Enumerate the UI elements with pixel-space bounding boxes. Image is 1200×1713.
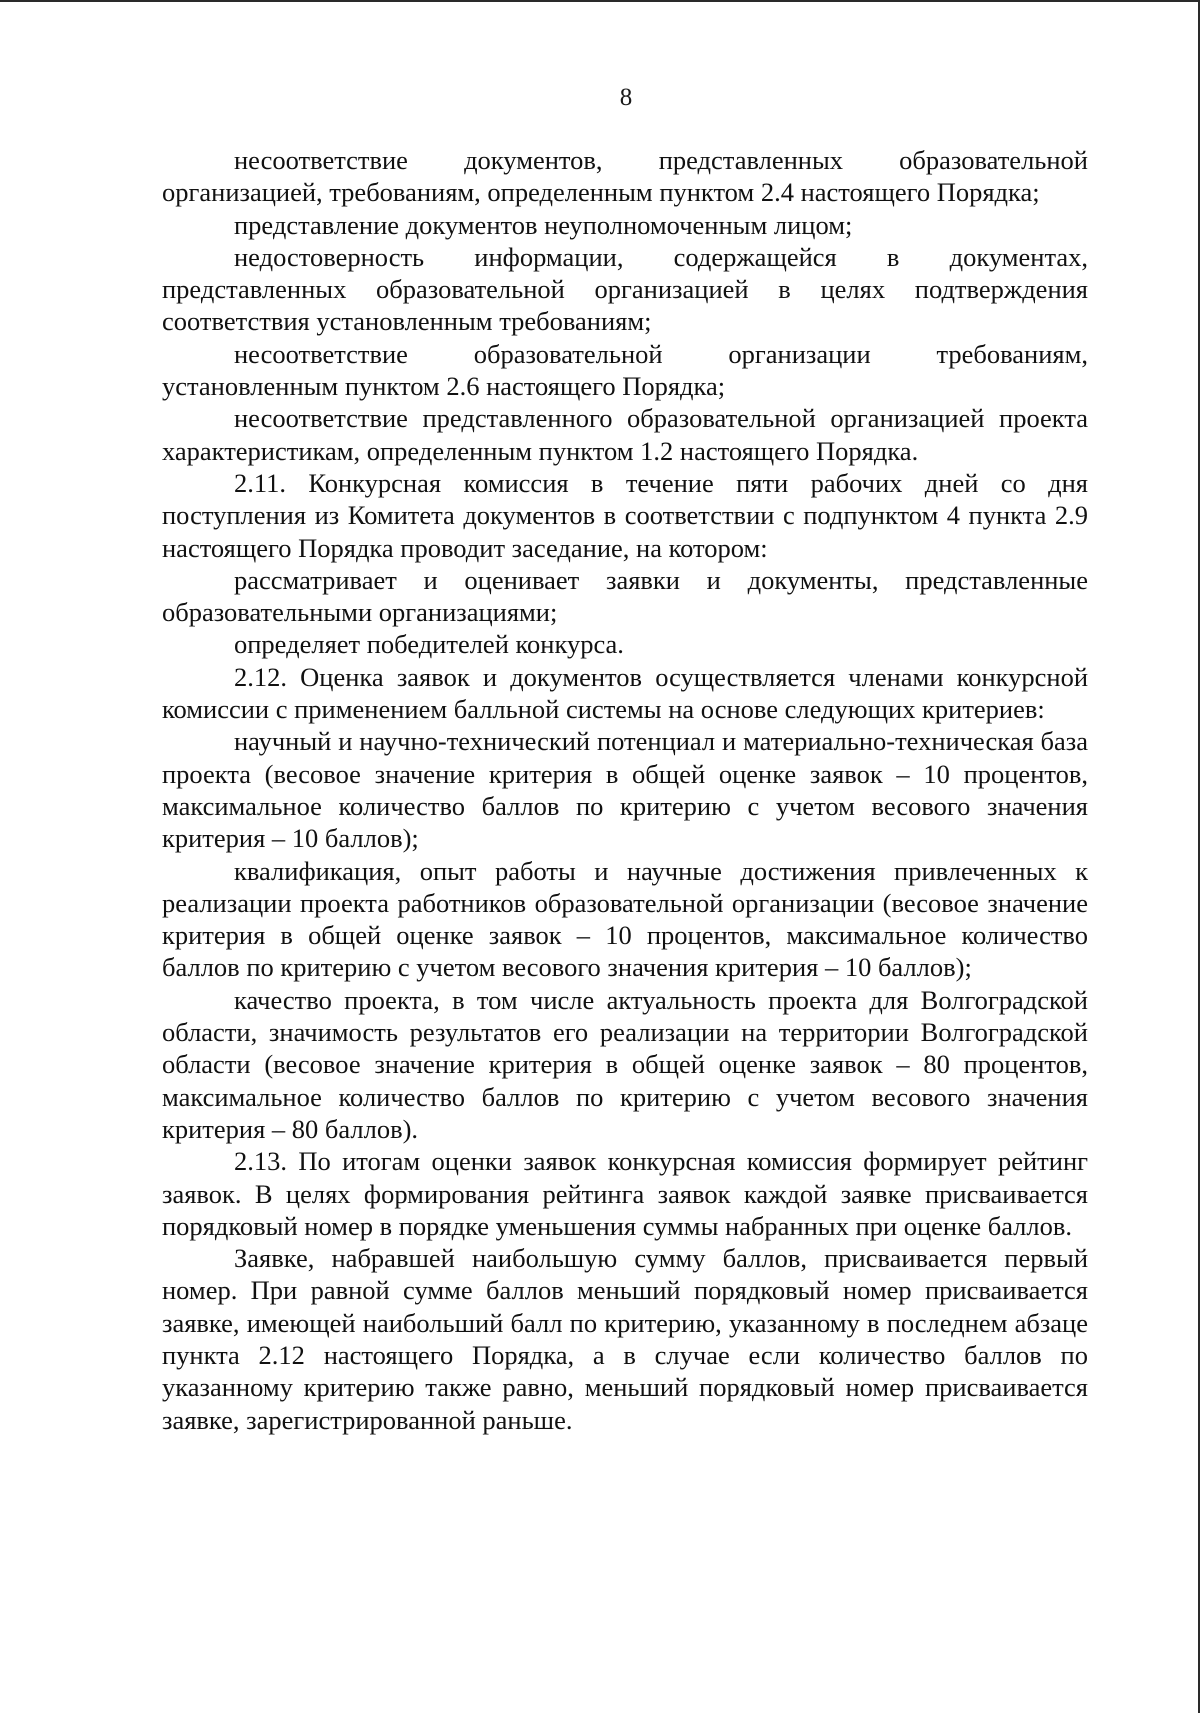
document-body [162,144,1088,1436]
paragraph: научный и научно-технический потенциал и материально-техническая база проекта (весовое значение критерия в общей оценке заявок – 10 процентов, максимальное количество баллов по критерию с учетом весового значения критерия – 10 баллов); [162,726,1088,854]
paragraph: 2.11. Конкурсная комиссия в течение пяти рабочих дней со дня поступления из Комитета документов в соответствии с подпунктом 4 пункта 2.9 настоящего Порядка проводит заседание, на котором: [162,467,1088,563]
paragraph: недостоверность информации, содержащейся в документах, представленных образовательной организацией в целях подтверждения соответствия установленным требованиям; [162,241,1088,337]
paragraph: представление документов неуполномоченным лицом; [234,209,853,240]
paragraph: несоответствие документов, представленных образовательной организацией, требованиям, определенным пунктом 2.4 настоящего Порядка; [162,145,1088,208]
paragraph: 2.12. Оценка заявок и документов осуществляется членами конкурсной комиссии с применением балльной системы на основе следующих критериев: [162,661,1088,725]
paragraph: несоответствие представленного образовательной организацией проекта характеристикам, определенным пунктом 1.2 настоящего Порядка. [162,403,1088,466]
paragraph: качество проекта, в том числе актуальность проекта для Волгоградской области, значимость результатов его реализации на территории Волгоградской области (весовое значение критерия в общей оценке заявок – 80 процентов, максимальное количество баллов по критерию с учетом весового значения критерия – 80 баллов). [162,984,1088,1144]
paragraph: рассматривает и оценивает заявки и документы, представленные образовательными организациями; [162,564,1088,628]
paragraph: определяет победителей конкурса. [234,629,624,660]
paragraph: несоответствие образовательной организации требованиям, установленным пунктом 2.6 настоящего Порядка; [162,338,1088,402]
paragraph: Заявке, набравшей наибольшую сумму баллов, присваивается первый номер. При равной сумме баллов меньший порядковый номер присваивается заявке, имеющей наибольший балл по критерию, указанному в последнем абзаце пункта 2.12 настоящего Порядка, а в случае если количество баллов по указанному критерию также равно, меньший порядковый номер присваивается заявке, зарегистрированной раньше. [162,1243,1088,1435]
paragraph: 2.13. По итогам оценки заявок конкурсная комиссия формирует рейтинг заявок. В целях формирования рейтинга заявок каждой заявке присваивается порядковый номер в порядке уменьшения суммы набранных при оценке баллов. [162,1146,1088,1241]
paragraph: квалификация, опыт работы и научные достижения привлеченных к реализации проекта работников образовательной организации (весовое значение критерия в общей оценке заявок – 10 процентов, максимальное количество баллов по критерию с учетом весового значения критерия – 10 баллов); [162,855,1088,983]
page-number: 8 [619,84,633,111]
